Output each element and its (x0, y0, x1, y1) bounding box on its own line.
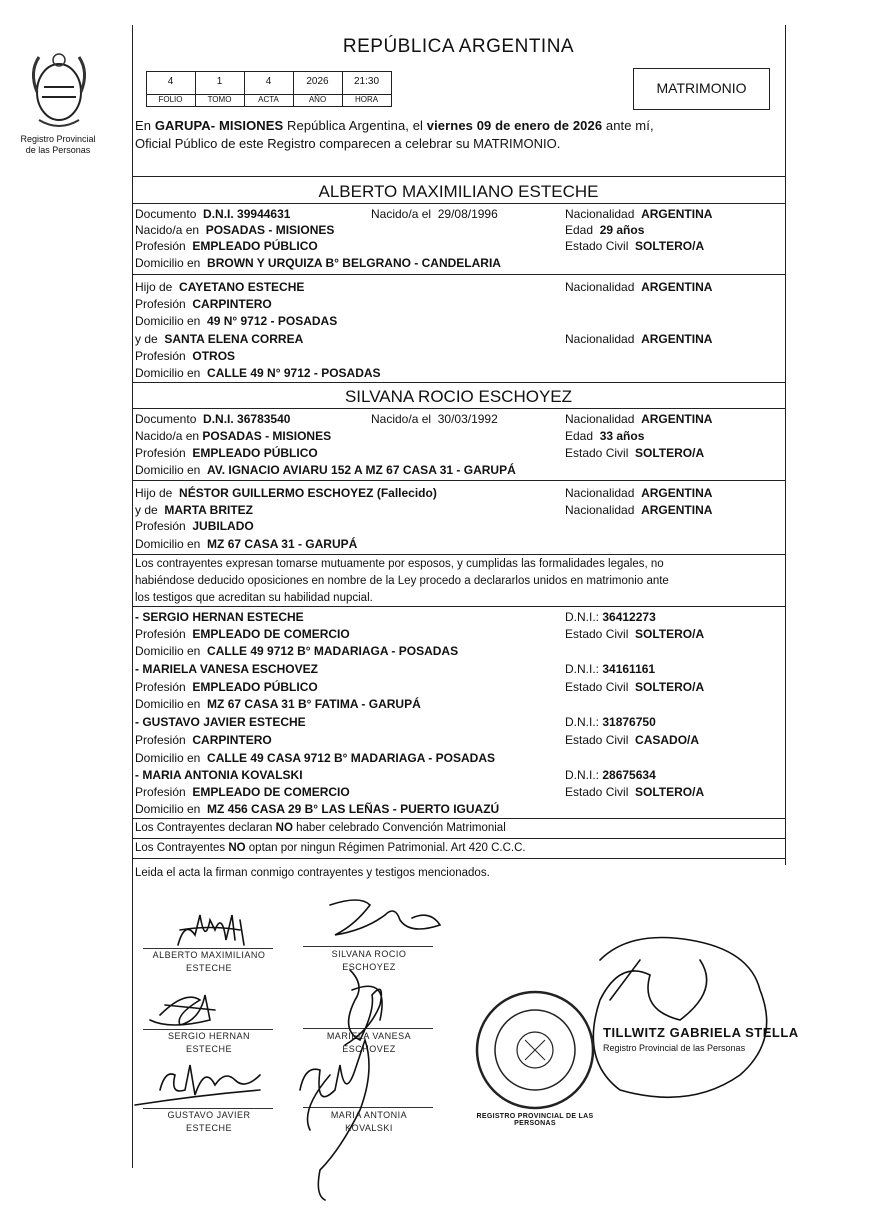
signature-mariela (345, 970, 382, 1045)
witness-1-civil: Estado Civil SOLTERO/A (565, 627, 705, 641)
spouse1-father-prof: Profesión CARPINTERO (135, 297, 272, 311)
witness-3-addr: Domicilio en CALLE 49 CASA 9712 B° MADARIAGA - POSADAS (135, 751, 495, 765)
witness-4-addr: Domicilio en MZ 456 CASA 29 B° LAS LEÑAS - PUERTO IGUAZÚ (135, 802, 500, 816)
spouse1-civil: Estado Civil SOLTERO/A (565, 239, 705, 253)
spouse1-birth: Nacido/a el 29/08/1996 (371, 207, 498, 221)
spouse1-doc: Documento D.N.I. 39944631 (135, 207, 291, 221)
spouse2-addr: Domicilio en AV. IGNACIO AVIARU 152 A MZ 67 CASA 31 - GARUPÁ (135, 463, 516, 477)
sig-1-name-1: ALBERTO MAXIMILIANO (152, 950, 266, 960)
record-type: MATRIMONIO (656, 80, 747, 96)
spouse1-age: Edad 29 años (565, 223, 645, 237)
spouse2-nat: Nacionalidad ARGENTINA (565, 412, 713, 426)
spouse2-mother: y de MARTA BRITEZ (135, 503, 254, 517)
sig-4-name-1: MARIELA VANESA (326, 1031, 412, 1041)
spouse1-mother: y de SANTA ELENA CORREA (135, 332, 304, 346)
witness-2-civil: Estado Civil SOLTERO/A (565, 680, 705, 694)
signature-alberto (178, 915, 244, 945)
witness-4-prof: Profesión EMPLEADO DE COMERCIO (135, 785, 350, 799)
witness-2-dni: D.N.I.: 34161161 (565, 662, 656, 676)
spouse1-mother-addr: Domicilio en CALLE 49 N° 9712 - POSADAS (135, 366, 381, 380)
regime-line-2: Los Contrayentes NO optan por ningun Régimen Patrimonial. Art 420 C.C.C. (135, 842, 526, 854)
sig-2-name-1: SILVANA ROCIO (331, 949, 407, 959)
signature-maria (300, 1040, 369, 1200)
witness-4-civil: Estado Civil SOLTERO/A (565, 785, 705, 799)
spouse2-mother-prof: Profesión JUBILADO (135, 519, 254, 533)
closing-text: Leida el acta la firman conmigo contrayentes y testigos mencionados. (135, 867, 490, 879)
signature-silvana (330, 900, 440, 935)
acta-label: ACTA (258, 95, 279, 104)
declaration-line-2: habiéndose deducido oposiciones en nombre de la Ley procedo a declararlos unidos en matrimonio ante (135, 575, 669, 587)
spouse1-father-addr: Domicilio en 49 N° 9712 - POSADAS (135, 314, 338, 328)
spouse1-nat: Nacionalidad ARGENTINA (565, 207, 713, 221)
spouse2-mother-addr: Domicilio en MZ 67 CASA 31 - GARUPÁ (135, 537, 358, 551)
sig-5-name-2: ESTECHE (185, 1123, 232, 1133)
sig-3-name-2: ESTECHE (185, 1044, 232, 1054)
spouse1-name: ALBERTO MAXIMILIANO ESTECHE (318, 182, 599, 201)
sig-5-name-1: GUSTAVO JAVIER (167, 1110, 251, 1120)
witness-4-name: - MARIA ANTONIA KOVALSKI (135, 768, 303, 782)
officer-name: TILLWITZ GABRIELA STELLA (603, 1025, 799, 1040)
signature-sergio (150, 995, 215, 1025)
declaration-line-3: los testigos que acreditan su habilidad nupcial. (135, 592, 373, 604)
year-value: 2026 (306, 76, 329, 87)
seal-text: REGISTRO PROVINCIAL DE LAS PERSONAS (476, 1113, 594, 1127)
spouse2-age: Edad 33 años (565, 429, 645, 443)
spouse1-mother-prof: Profesión OTROS (135, 349, 236, 363)
hour-label: HORA (354, 95, 379, 104)
spouse2-civil: Estado Civil SOLTERO/A (565, 446, 705, 460)
regime-line-1: Los Contrayentes declaran NO haber celebrado Convención Matrimonial (135, 822, 506, 834)
witness-1-addr: Domicilio en CALLE 49 9712 B° MADARIAGA - POSADAS (135, 644, 459, 658)
witness-2-name: - MARIELA VANESA ESCHOVEZ (135, 662, 318, 676)
sig-6-name-2: KOVALSKI (345, 1123, 393, 1133)
intro-line-1: En GARUPA- MISIONES República Argentina, el viernes 09 de enero de 2026 ante mí, (135, 118, 654, 133)
folio-label: FOLIO (158, 95, 183, 104)
spouse2-birth: Nacido/a el 30/03/1992 (371, 412, 498, 426)
page-title: REPÚBLICA ARGENTINA (342, 36, 575, 57)
witness-3-name: - GUSTAVO JAVIER ESTECHE (135, 715, 306, 729)
folio-value: 4 (167, 76, 174, 87)
spouse1-prof: Profesión EMPLEADO PÚBLICO (135, 239, 318, 253)
tomo-value: 1 (216, 76, 223, 87)
officer-title: Registro Provincial de las Personas (603, 1043, 746, 1053)
official-seal-icon (477, 992, 593, 1108)
sig-3-name-1: SERGIO HERNAN (167, 1031, 250, 1041)
spouse2-name: SILVANA ROCIO ESCHOYEZ (344, 387, 573, 406)
witness-3-dni: D.N.I.: 31876750 (565, 715, 656, 729)
witness-3-civil: Estado Civil CASADO/A (565, 733, 700, 747)
intro-line-2: Oficial Público de este Registro comparecen a celebrar su MATRIMONIO. (135, 136, 561, 151)
spouse1-born-in: Nacido/a en POSADAS - MISIONES (135, 223, 335, 237)
witness-1-name: - SERGIO HERNAN ESTECHE (135, 610, 304, 624)
spouse2-mother-nat: Nacionalidad ARGENTINA (565, 503, 713, 517)
year-label: AÑO (308, 95, 327, 104)
witness-2-addr: Domicilio en MZ 67 CASA 31 B° FATIMA - GARUPÁ (135, 697, 421, 711)
spouse2-doc: Documento D.N.I. 36783540 (135, 412, 291, 426)
signature-gustavo (135, 1065, 260, 1105)
hour-value: 21:30 (353, 76, 380, 87)
logo-caption-1: Registro Provincial (20, 134, 96, 144)
logo-caption-2: de las Personas (25, 145, 91, 155)
spouse1-father: Hijo de CAYETANO ESTECHE (135, 280, 305, 294)
spouse2-prof: Profesión EMPLEADO PÚBLICO (135, 446, 318, 460)
tomo-label: TOMO (207, 95, 232, 104)
witness-3-prof: Profesión CARPINTERO (135, 733, 272, 747)
sig-2-name-2: ESCHOYEZ (342, 962, 396, 972)
sig-4-name-2: ESCHOVEZ (342, 1044, 396, 1054)
acta-value: 4 (265, 76, 272, 87)
witness-1-prof: Profesión EMPLEADO DE COMERCIO (135, 627, 350, 641)
spouse2-born-in: Nacido/a en POSADAS - MISIONES (135, 429, 332, 443)
sig-1-name-2: ESTECHE (185, 963, 232, 973)
spouse2-father-nat: Nacionalidad ARGENTINA (565, 486, 713, 500)
signature-officer (593, 938, 766, 1098)
sig-6-name-1: MARIA ANTONIA (330, 1110, 408, 1120)
spouse1-mother-nat: Nacionalidad ARGENTINA (565, 332, 713, 346)
spouse2-father: Hijo de NÉSTOR GUILLERMO ESCHOYEZ (Fallecido) (135, 486, 437, 500)
witness-2-prof: Profesión EMPLEADO PÚBLICO (135, 680, 318, 694)
spouse1-father-nat: Nacionalidad ARGENTINA (565, 280, 713, 294)
declaration-line-1: Los contrayentes expresan tomarse mutuamente por esposos, y cumplidas las formalidades legales, no (135, 558, 664, 570)
witness-1-dni: D.N.I.: 36412273 (565, 610, 656, 624)
witness-4-dni: D.N.I.: 28675634 (565, 768, 656, 782)
spouse1-addr: Domicilio en BROWN Y URQUIZA B° BELGRANO - CANDELARIA (135, 256, 501, 270)
